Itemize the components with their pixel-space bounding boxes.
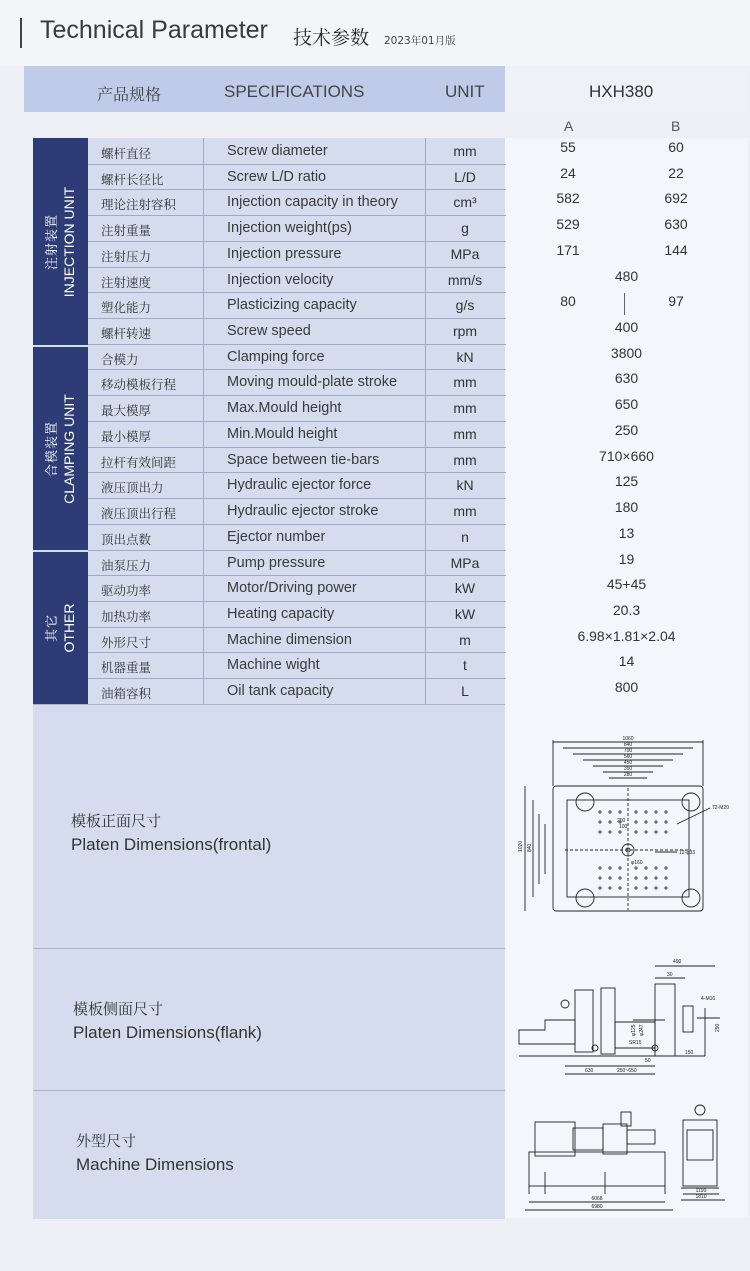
spec-name-cn: 注射速度 — [101, 275, 152, 290]
row-divider — [88, 369, 506, 370]
spec-name-en: Injection weight(ps) — [227, 220, 352, 236]
spec-name-en: Heating capacity — [227, 606, 335, 622]
front-height-1020: 1020 — [518, 840, 524, 852]
dim-frontal-label-en: Platen Dimensions(frontal) — [71, 835, 272, 854]
spec-name-en: Clamping force — [227, 349, 325, 365]
spec-value: 45+45 — [606, 576, 647, 592]
row-divider — [88, 652, 506, 653]
spec-value: 250 — [614, 422, 639, 438]
spec-unit: kW — [454, 606, 476, 622]
spec-unit: kN — [456, 477, 474, 493]
front-dim-450: 450 — [623, 760, 633, 766]
page-title-cn: 技术参数 — [293, 27, 370, 49]
spec-unit: g — [461, 220, 469, 236]
spec-value: 19 — [618, 551, 635, 567]
flank-dim-125: φ125 — [631, 1024, 637, 1036]
spec-name-cn: 移动模板行程 — [101, 377, 177, 392]
spec-unit: mm — [453, 374, 477, 390]
spec-unit: MPa — [450, 555, 480, 571]
spec-name-en: Injection capacity in theory — [227, 194, 398, 210]
row-divider — [88, 524, 506, 525]
spec-value-b: 60 — [668, 139, 684, 155]
flank-bolts-label: 4-M16 — [701, 996, 716, 1002]
spec-name-cn: 顶出点数 — [101, 532, 152, 547]
front-dim-350: 350 — [623, 766, 633, 772]
spec-value-b: 630 — [664, 216, 688, 232]
row-divider — [88, 601, 506, 602]
subheader-a: A — [564, 118, 574, 134]
spec-value-a: 171 — [556, 242, 580, 258]
spec-value-a: 582 — [556, 190, 580, 206]
spec-name-cn: 螺杆转速 — [101, 326, 152, 341]
spec-value: 125 — [614, 473, 639, 489]
dim-flank-label-cn: 模板侧面尺寸 — [73, 1000, 164, 1018]
header-spec-en: SPECIFICATIONS — [224, 82, 365, 101]
spec-name-cn: 螺杆直径 — [101, 146, 152, 161]
spec-name-cn: 加热功率 — [101, 609, 152, 624]
spec-name-cn: 外形尺寸 — [101, 635, 152, 650]
row-divider — [88, 395, 506, 396]
spec-unit: mm — [453, 452, 477, 468]
spec-unit: mm — [453, 400, 477, 416]
header-spec-cn: 产品规格 — [97, 85, 162, 104]
dim-flank-panel — [33, 948, 505, 1091]
front-small-holes-label: 12-φ33 — [679, 850, 696, 856]
machine-width-1810: 1810 — [695, 1194, 707, 1200]
spec-name-en: Injection pressure — [227, 246, 342, 262]
front-dim-1060: 1060 — [622, 736, 634, 742]
spec-name-en: Hydraulic ejector stroke — [227, 503, 379, 519]
spec-unit: L — [461, 683, 469, 699]
spec-unit: mm — [453, 503, 477, 519]
spec-value: 710×660 — [599, 448, 654, 464]
row-divider — [88, 344, 506, 345]
spec-name-cn: 螺杆长径比 — [101, 172, 164, 187]
spec-name-cn: 注射重量 — [101, 223, 152, 238]
spec-name-cn: 拉杆有效间距 — [101, 455, 177, 470]
spec-unit: MPa — [450, 246, 480, 262]
page-title: Technical Parameter — [40, 16, 268, 44]
spec-value-b: 97 — [668, 293, 684, 309]
spec-value: 400 — [614, 319, 639, 335]
dim-frontal-drawing-panel — [505, 704, 748, 948]
spec-name-en: Min.Mould height — [227, 426, 338, 442]
spec-value-b: 144 — [664, 242, 688, 258]
category-injection-unit: 注射装置 INJECTION UNIT — [33, 138, 88, 345]
front-inner-200: 200 — [617, 818, 626, 824]
spec-name-cn: 液压顶出行程 — [101, 506, 177, 521]
spec-name-cn: 机器重量 — [101, 660, 152, 675]
spec-name-cn: 液压顶出力 — [101, 480, 164, 495]
spec-name-en: Pump pressure — [227, 555, 326, 571]
spec-value: 3800 — [610, 345, 643, 361]
spec-unit: mm/s — [447, 272, 483, 288]
spec-value: 14 — [618, 653, 635, 669]
front-dim-840: 840 — [623, 742, 633, 748]
category-other: 其它 OTHER — [33, 552, 88, 704]
flank-dim-50: 50 — [645, 1058, 651, 1064]
flank-dim-247: φ247 — [639, 1024, 645, 1036]
header-accent-bar — [20, 18, 22, 48]
category-clamping-unit: 合模装置 CLAMPING UNIT — [33, 347, 88, 550]
front-dim-700: 700 — [623, 748, 633, 754]
spec-unit: mm — [453, 426, 477, 442]
spec-name-en: Moving mould-plate stroke — [227, 374, 398, 390]
spec-unit: kN — [456, 349, 474, 365]
row-divider — [88, 550, 506, 551]
row-divider — [88, 472, 506, 473]
spec-name-en: Screw L/D ratio — [227, 169, 327, 185]
spec-unit: rpm — [452, 323, 478, 339]
machine-dimensions-drawing — [505, 1090, 748, 1218]
spec-name-en: Plasticizing capacity — [227, 297, 357, 313]
dim-machine-drawing-panel — [505, 1090, 748, 1218]
front-height-840: 840 — [527, 843, 533, 852]
spec-name-en: Injection velocity — [227, 272, 334, 288]
dim-frontal-panel — [33, 704, 505, 949]
machine-len-6068: 6068 — [591, 1196, 603, 1202]
header-model: HXH380 — [589, 82, 654, 101]
platen-frontal-drawing — [505, 704, 748, 948]
spec-name-en: Oil tank capacity — [227, 683, 334, 699]
spec-unit: g/s — [455, 297, 475, 313]
spec-value: 630 — [614, 370, 639, 386]
spec-unit: mm — [453, 143, 477, 159]
spec-value: 180 — [614, 499, 639, 515]
subheader-b: B — [671, 118, 681, 134]
spec-name-cn: 油泵压力 — [101, 558, 152, 573]
machine-len-6980: 6980 — [591, 1204, 603, 1210]
row-divider — [88, 678, 506, 679]
spec-value: 6.98×1.81×2.04 — [577, 628, 676, 644]
dim-machine-panel — [33, 1090, 505, 1219]
spec-name-cn: 塑化能力 — [101, 300, 152, 315]
spec-name-en: Hydraulic ejector force — [227, 477, 372, 493]
spec-name-cn: 驱动功率 — [101, 583, 152, 598]
row-divider — [88, 189, 506, 190]
front-dim-280: 280 — [623, 772, 633, 778]
row-divider — [88, 498, 506, 499]
row-divider — [88, 447, 506, 448]
spec-unit: m — [459, 632, 471, 648]
spec-name-cn: 合模力 — [101, 352, 139, 367]
front-inner-100: 100 — [619, 824, 628, 830]
spec-name-en: Screw speed — [227, 323, 311, 339]
spec-name-cn: 最小模厚 — [101, 429, 152, 444]
spec-value: 13 — [618, 525, 635, 541]
platen-flank-drawing — [505, 948, 748, 1090]
row-divider — [88, 267, 506, 268]
spec-name-cn: 注射压力 — [101, 249, 152, 264]
spec-value-b: 22 — [668, 165, 684, 181]
spec-value: 20.3 — [612, 602, 641, 618]
flank-sr-label: SR15 — [629, 1040, 642, 1046]
spec-name-cn: 最大模厚 — [101, 403, 152, 418]
front-thread-label: 72-M20 — [712, 805, 729, 811]
spec-value-a: 55 — [560, 139, 576, 155]
edition-date: 2023年01月版 — [384, 35, 456, 47]
spec-value: 480 — [614, 268, 639, 284]
spec-value-b: 692 — [664, 190, 688, 206]
flank-dim-30: 30 — [667, 972, 673, 978]
row-divider — [88, 215, 506, 216]
row-divider — [88, 318, 506, 319]
spec-value-a: 529 — [556, 216, 580, 232]
front-center-dia: φ160 — [631, 860, 643, 866]
spec-name-en: Space between tie-bars — [227, 452, 380, 468]
flank-dim-150: 150 — [685, 1050, 694, 1056]
dim-machine-label-cn: 外型尺寸 — [76, 1132, 137, 1150]
flank-dim-630: 630 — [585, 1068, 594, 1074]
spec-name-en: Motor/Driving power — [227, 580, 357, 596]
dim-frontal-label-cn: 模板正面尺寸 — [71, 812, 162, 830]
flank-dim-290: 290 — [715, 1023, 721, 1032]
spec-name-en: Max.Mould height — [227, 400, 342, 416]
row-divider — [88, 164, 506, 165]
header-unit: UNIT — [445, 82, 485, 101]
spec-value-a: 24 — [560, 165, 576, 181]
spec-unit: n — [461, 529, 469, 545]
dim-flank-label-en: Platen Dimensions(flank) — [73, 1023, 262, 1042]
spec-name-en: Ejector number — [227, 529, 326, 545]
row-divider — [88, 241, 506, 242]
machine-width-1190: 1190 — [695, 1188, 707, 1194]
spec-unit: L/D — [454, 169, 476, 185]
row-divider — [88, 575, 506, 576]
row-divider — [88, 421, 506, 422]
spec-value: 650 — [614, 396, 639, 412]
flank-dim-stroke: 250~650 — [617, 1068, 637, 1074]
spec-name-en: Machine wight — [227, 657, 320, 673]
flank-dim-490: 490 — [673, 959, 682, 965]
spec-name-en: Machine dimension — [227, 632, 352, 648]
spec-name-cn: 理论注射容积 — [101, 197, 177, 212]
spec-unit: t — [463, 657, 467, 673]
spec-unit: kW — [454, 580, 476, 596]
spec-name-cn: 油箱容积 — [101, 686, 152, 701]
row-divider — [88, 627, 506, 628]
front-dim-560: 560 — [623, 754, 633, 760]
spec-name-en: Screw diameter — [227, 143, 328, 159]
dim-machine-label-en: Machine Dimensions — [76, 1155, 234, 1174]
row-divider — [88, 292, 506, 293]
spec-value-a: 80 — [560, 293, 576, 309]
value-separator — [624, 293, 625, 315]
dim-flank-drawing-panel — [505, 948, 748, 1090]
spec-unit: cm³ — [453, 194, 477, 210]
spec-value: 800 — [614, 679, 639, 695]
